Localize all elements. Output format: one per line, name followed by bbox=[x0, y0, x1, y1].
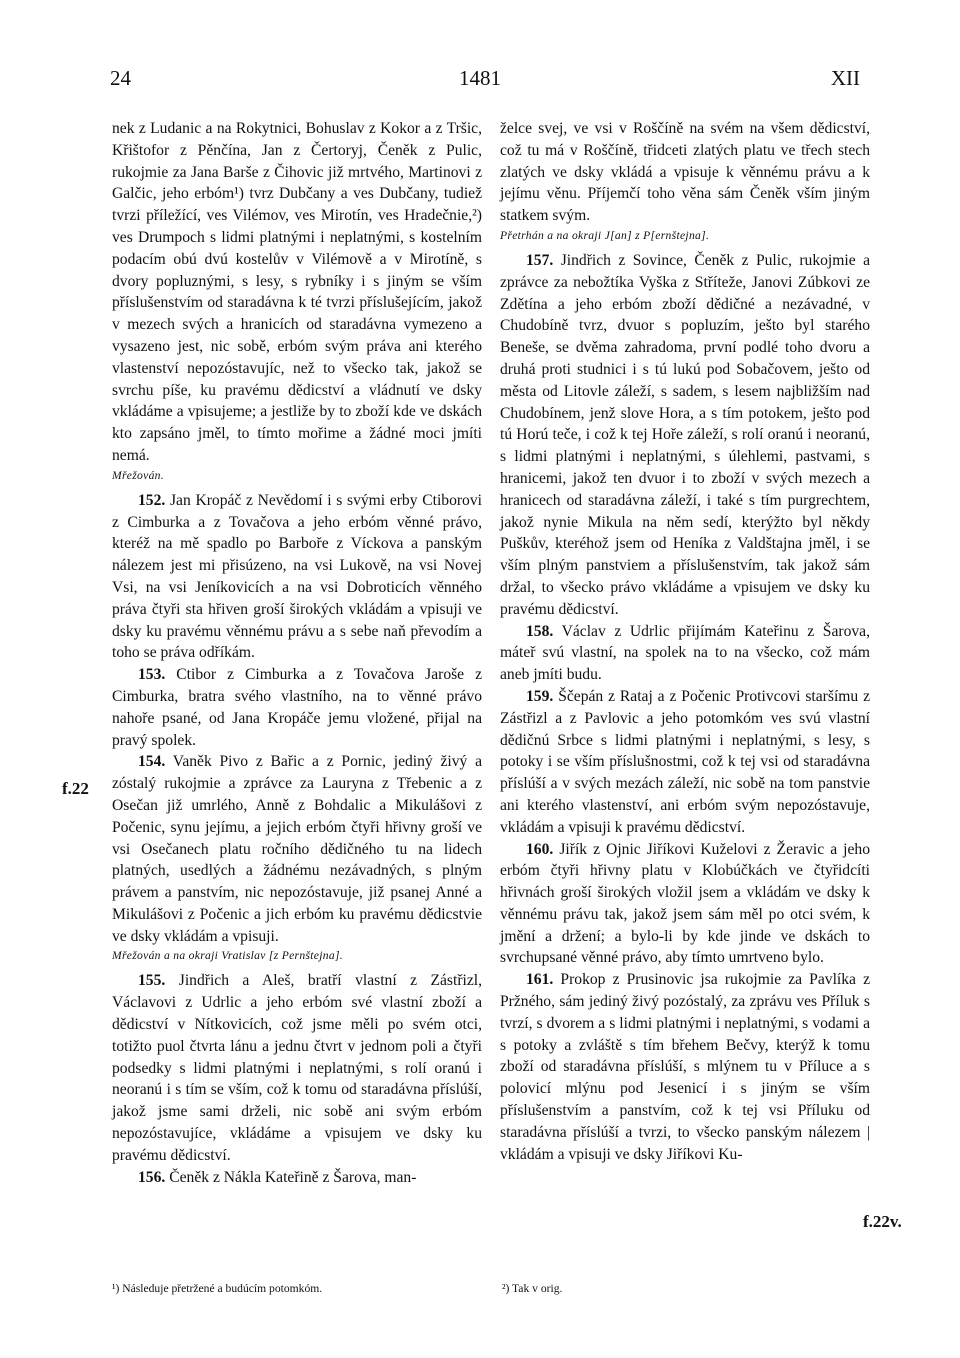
folio-mark-right: f.22v. bbox=[863, 1212, 902, 1231]
entry-154 bbox=[112, 751, 482, 947]
entry-text: Čeněk z Nákla Kateřině z Šarova, man- bbox=[169, 1168, 417, 1186]
entry-number: 160. bbox=[526, 840, 554, 858]
entry-text: Jindřich a Aleš, bratří vlastní z Zástřizl, Václavovi z Udrlic a jeho erbóm své vlastní zboží a dědicství v Nítkovicích, což jsme měli po svém otci, totižto puol čtvrta lánu a jednu čtvrt v jednom poli a čtyři podsedky s lidmi platnými i neplatnými, s rolí oranú i neoranú i s tím se vším, což k tomu od staradávna příslúší, jakož jsme sami drželi, nic sobě ani svým erbóm nepozóstavujíce, vkládáme a vpisujem ve dsky ku pravému dědicství. bbox=[112, 972, 482, 1164]
entry-151-note: Mřežován. bbox=[112, 468, 164, 482]
entry-158 bbox=[500, 621, 870, 686]
entry-155 bbox=[112, 970, 482, 1166]
entry-text: Jindřich z Sovince, Čeněk z Pulic, rukojmie a zprávce za nebožtíka Vyška z Stříteže, Janovi Zúbkovi ze Zdětína a jeho erbóm zboží dědičné a nezávadné, v Chudobíně tvrz, dvuor s popluzím, ješto byl starého Beneše, se dvěma zahradoma, první podlé toho dvoru a druhá proti studnici i s tú lukú pod Sobačovem, ješto od města od Litovle záleží, s sadem, s lesem najbližším nad Chudobínem, jenž slove Hora, a s tím potokem, ješto pod tú Horú teče, i což k tej Hoře záleží, s rolí oranú i neoranú, s lidmi platnými i neplatnými, s úlehlemi, pastvami, s hranicemi, jakož ten dvuor i to zboží v svých mezech a hranicech od staradávna záleží, i také s tím purgrechtem, jakož nynie Mikula na něm sedí, kterýžto byl někdy Puškův, kteréhož jsem od Heníka z Valdštajna jměl, i se vším plným panstviem a příslušenstvím, tak jakož sám držal, to všecko právo vkládáme a vpisujem ve dsky ku pravému dědicství. bbox=[500, 251, 870, 618]
entry-156-continuation: želce svej, ve vsi v Roščíně na svém na všem dědicství, což tu má v Roščíně, třidceti zlatých platu ve třech stech zlatých ve dsky vkládá a vpisuje k věnnému právu a k jejímu věnu. Příjemčí toho věna sám Čeněk vším jiným statkem svým. bbox=[500, 120, 870, 225]
entry-152 bbox=[112, 490, 482, 664]
page-number: 24 bbox=[110, 66, 131, 90]
entry-number: 159. bbox=[526, 687, 554, 705]
entry-text: Ščepán z Rataj a z Počenic Protivcovi staršímu z Zástřizl a z Pavlovic a jeho potomkóm ves svú vlastní dědičnú Srbce s lidmi platnými i neplatnými, s lesy, s potoky i se vším příslušnostmi, což k tej vsi od staradávna příslúší a v svých mezách záleží, nic sobě na tom panstvie ani kterého vlastenství, ani erbóm svým nepozóstavuje, vkládám a vpisuji k pravému dědicství. bbox=[500, 687, 870, 836]
entry-156-note: Přetrhán a na okraji J[an] z P[ernštejna]. bbox=[500, 228, 710, 242]
entry-number: 156. bbox=[138, 1168, 166, 1186]
entry-number: 153. bbox=[138, 666, 166, 684]
entry-159 bbox=[500, 686, 870, 839]
entry-text: Václav z Udrlic přijímám Kateřinu z Šarova, máteř svú vlastní, na spolek na to na všecko, což mám aneb jmíti budu. bbox=[500, 622, 870, 684]
right-column bbox=[500, 118, 870, 1165]
section-number: XII bbox=[830, 66, 860, 90]
folio-mark-left: f.22 bbox=[62, 779, 89, 798]
entry-number: 152. bbox=[138, 491, 166, 509]
entry-text: Jiřík z Ojnic Jiříkovi Kuželovi z Žeravic a jeho erbóm čtyři hřivny platu v Klobúčkách ve čtyřidcíti hřivnách groší širokých vložil jsem a vkládám ve dsky k věnnému právu tak, jakož jsem sám měl po otci svém, k jmění a držení; a bylo-li by kde jinde ve dskách to svrchupsané věnné právo, aby tímto umrtveno bylo. bbox=[500, 840, 870, 967]
entry-157 bbox=[500, 250, 870, 621]
entry-text: Jan Kropáč z Nevědomí i s svými erby Ctiborovi z Cimburka a z Tovačova a jeho erbóm věnné právo, kteréž na mě spadlo po Barboře z Víckova a panským nálezem jest mi přisúzeno, na vsi Lukově, na vsi Novej Vsi, na vsi Jeníkovicích a na vsi Dobroticích věnného práva čtyři sta hřiven groší širokých vkládám a vpisuji ve dsky ku pravému věnnému právu a s sebe naň převodím a toho se práva odříkám. bbox=[112, 491, 482, 662]
entry-number: 157. bbox=[526, 251, 554, 269]
entry-154-note: Mřežován a na okraji Vratislav [z Pernštejna]. bbox=[112, 949, 343, 963]
footnote-2: ²) Tak v orig. bbox=[502, 1282, 563, 1295]
left-column bbox=[112, 118, 482, 1188]
year-heading: 1481 bbox=[459, 66, 501, 90]
entry-156 bbox=[112, 1167, 482, 1189]
entry-number: 158. bbox=[526, 622, 554, 640]
entry-153 bbox=[112, 664, 482, 751]
entry-text: Prokop z Prusinovic jsa rukojmie za Pavlíka z Pržného, sám jediný živý pozóstalý, za zprávu ves Příluk s tvrzí, s dvorem a s lidmi platnými i neplatnými, s vodami a s potoky a zvláště s tím břehem Bečvy, kterýž k tomu zboží od staradávna příslúší, s mlýnem tu v Příluce a s polovicí mlýnu pod Jesenicí i s jiným se vším příslušenstvím a panstvím, což k tej vsi Příluku od staradávna příslúší a tvrzi, to všecko panským nálezem | vkládám a vpisuji ve dsky Jiříkovi Ku- bbox=[500, 971, 870, 1163]
entry-160 bbox=[500, 839, 870, 970]
entry-number: 161. bbox=[526, 971, 554, 989]
page-header bbox=[0, 66, 960, 96]
entry-151-continuation: nek z Ludanic a na Rokytnici, Bohuslav z Kokor a z Tršic, Křištofor z Pěnčína, Jan z Čertoryj, Čeněk z Pulic, rukojmie za Jana Barše z Čihovic již mrtvého, Martinovi z Galčic, jeho erbóm¹) tvrz Dubčany a ves Dubčany, tudiež tvrzi příležící, ves Vilémov, ves Mirotín, ves Hradečnie,²) ves Drumpoch s lidmi platnými i neplatnými, s kostelním podacím obú dvú kostelův v Vilémově a v Mirotíně, s dvory popluznými, s lesy, s rybníky i s jiným se vším příslušenstvím od staradávna k té tvrzi příslušejícím, jakož v mezech svých a hranicích od staradávna vymezeno a vysazeno jest, nic sobě, erbóm svým práva ani kterého vlastenství nepozóstavujíc, než to všecko tak, jakož se svrchu píše, ku pravému dědicství a vládnutí ve dsky vkládáme a vpisujeme; a jestliže by to zboží kde ve dskách kto zapsáno jměl, to tímto mořime a žádné moci jmíti nemá. bbox=[112, 120, 482, 464]
entry-text: Vaněk Pivo z Bařic a z Pornic, jediný živý a zóstalý rukojmie a zprávce za Lauryna z Třebenic a z Osečan již umrlého, Anně z Bohdalic a Mikulášovi z Počenic, synu jejímu, a jejich erbóm čtyři hřivny groší ve vsi Osečanech platu ročního dědičného tu na lidech platných, usedlých a žádnému nezávadných, s plným právem a panstvím, nic nepozóstavuje, již psanej Anné a Mikulášovi z Počenic a jich erbóm ku pravému dědicstvie ve dsky vkládám a vpisuji. bbox=[112, 753, 483, 945]
entry-number: 154. bbox=[138, 753, 166, 771]
footnote-1: ¹) Následuje přetržené a budúcím potomkóm. bbox=[112, 1282, 323, 1295]
entry-text: Ctibor z Cimburka a z Tovačova Jaroše z Cimburka, bratra svého vlastního, na to věnné právo nahoře psané, od Jana Kropáče jemu vložené, přijal na pravý spolek. bbox=[112, 666, 482, 749]
entry-161 bbox=[500, 969, 870, 1165]
entry-number: 155. bbox=[138, 972, 166, 990]
